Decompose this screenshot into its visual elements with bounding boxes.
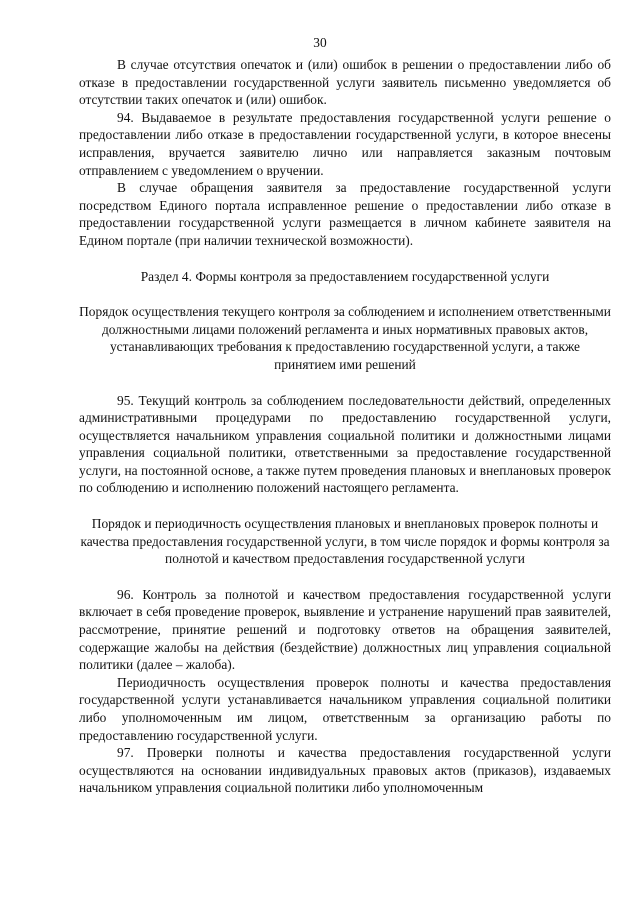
subheading-current-control: Порядок осуществления текущего контроля за соблюдением и исполнением ответственными должностными лицами положений регламента и иных нормативных правовых актов, устанавливающих требования к предоставлению государственной услуги, а также принятием ими решений	[79, 304, 611, 372]
page-content	[79, 56, 611, 797]
paragraph-97: 97. Проверки полноты и качества предоставления государственной услуги осуществляются на основании индивидуальных правовых актов (приказов), издаваемых начальником управления социальной политики либо уполномоченным	[79, 745, 611, 796]
section-title: Раздел 4. Формы контроля за предоставлением государственной услуги	[140, 268, 550, 284]
paragraph-portal: В случае обращения заявителя за предоставление государственной услуги посредством Единого портала исправленное решение о предоставлении либо отказе в предоставлении государственной услуги размещается в личном кабинете заявителя на Едином портале (при наличии технической возможности).	[79, 180, 611, 248]
paragraph-periodicity: Периодичность осуществления проверок полноты и качества предоставления государственной услуги устанавливается начальником управления социальной политики либо уполномоченным им лицом, ответственным за организацию работы по предоставлению государственной услуги.	[79, 674, 611, 743]
paragraph-94: 94. Выдаваемое в результате предоставления государственной услуги решение о предоставлении либо отказе в предоставлении государственной услуги, в которое внесены исправления, вручается заявителю лично или направляется заказным почтовым отправлением с уведомлением о вручении.	[79, 109, 611, 178]
page-number: 30	[313, 35, 327, 50]
paragraph-96: 96. Контроль за полнотой и качеством предоставления государственной услуги включает в себя проведение проверок, выявление и устранение нарушений прав заявителей, рассмотрение, принятие решений и подготовку ответов на обращения заявителей, содержащие жалобы на действия (бездействие) должностных лиц управления социальной политики (далее – жалоба).	[79, 586, 611, 673]
paragraph-95: 95. Текущий контроль за соблюдением последовательности действий, определенных административными процедурами по предоставлению государственной услуги, осуществляется начальником управления социальной политики и должностными лицами управления социальной политики, ответственными за предоставление государственной услуги, на постоянной основе, а также путем проведения плановых и внеплановых проверок по соблюдению и исполнению положений настоящего регламента.	[79, 392, 611, 496]
paragraph-no-errors: В случае отсутствия опечаток и (или) ошибок в решении о предоставлении либо об отказе в предоставлении государственной услуги заявитель письменно уведомляется об отсутствии таких опечаток и (или) ошибок.	[79, 57, 611, 108]
subheading-inspections: Порядок и периодичность осуществления плановых и внеплановых проверок полноты и качества предоставления государственной услуги, в том числе порядок и формы контроля за полнотой и качеством предоставления государственной услуги	[80, 516, 610, 567]
